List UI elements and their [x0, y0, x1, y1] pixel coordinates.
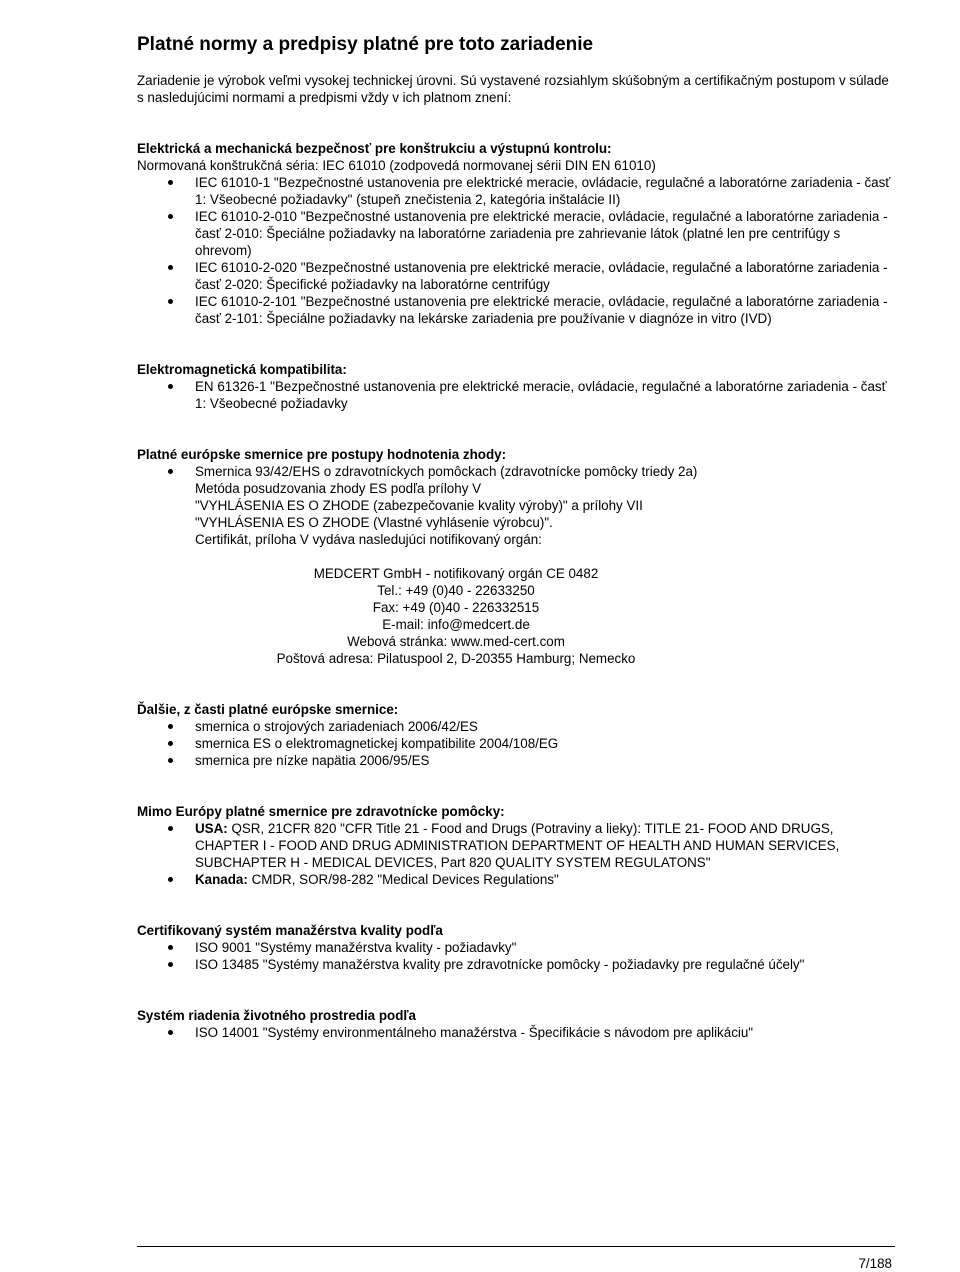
address-line: MEDCERT GmbH - notifikovaný orgán CE 0482: [313, 566, 599, 581]
list-item: IEC 61010-2-020 "Bezpečnostné ustanovenia pre elektrické meracie, ovládacie, regulačné a laboratórne zariadenia - časť 2-020: Špecifické požiadavky na laboratórne centrifúgy: [137, 259, 897, 293]
list-item: [137, 820, 897, 871]
directive-title: Smernica 93/42/EHS o zdravotníckych pomôckach (zdravotnícke pomôcky triedy 2a): [195, 464, 698, 479]
address-line: Fax: +49 (0)40 - 226332515: [372, 600, 540, 615]
quality-list: [137, 939, 897, 973]
page-title: Platné normy a predpisy platné pre toto zariadenie: [137, 34, 594, 55]
list-item: ISO 9001 "Systémy manažérstva kvality - požiadavky": [137, 939, 897, 956]
directive-line: "VYHLÁSENIA ES O ZHODE (zabezpečovanie kvality výroby)" a prílohy VII: [195, 498, 643, 513]
directive-line: Certifikát, príloha V vydáva nasledujúci notifikovaný orgán:: [195, 532, 542, 547]
usa-text: QSR, 21CFR 820 "CFR Title 21 - Food and Drugs (Potraviny a lieky): TITLE 21- FOOD AND DRUGS, CHAPTER I - FOOD AND DRUG ADMINISTRATION DEPARTMENT OF HEALTH AND HUMAN SERVICES, SUBCHAPTER H - MEDICAL DEVICES, Part 820 QUALITY SYSTEM REGULATONS": [195, 821, 840, 870]
heading-safety: Elektrická a mechanická bezpečnosť pre konštrukciu a výstupnú kontrolu:: [137, 141, 612, 156]
footer-divider: [137, 1246, 895, 1247]
eu-directives-list: [137, 463, 897, 667]
address-line: Tel.: +49 (0)40 - 22633250: [377, 583, 535, 598]
usa-label: USA:: [195, 821, 228, 836]
address-line: Poštová adresa: Pilatuspool 2, D-20355 Hamburg; Nemecko: [276, 651, 636, 666]
document-body: [137, 72, 897, 1041]
emc-list: [137, 378, 897, 412]
heading-other-eu-directives: Ďalšie, z časti platné európske smernice:: [137, 702, 399, 717]
list-item: smernica o strojových zariadeniach 2006/42/ES: [137, 718, 897, 735]
heading-non-eu-directives: Mimo Európy platné smernice pre zdravotnícke pomôcky:: [137, 804, 505, 819]
list-item: EN 61326-1 "Bezpečnostné ustanovenia pre elektrické meracie, ovládacie, regulačné a laboratórne zariadenia - časť 1: Všeobecné požiadavky: [137, 378, 897, 412]
other-directives-list: [137, 718, 897, 769]
page-number: 7/188: [858, 1256, 892, 1271]
heading-quality-system: Certifikovaný systém manažérstva kvality podľa: [137, 923, 443, 938]
environment-list: [137, 1024, 897, 1041]
directive-line: Metóda posudzovania zhody ES podľa prílohy V: [195, 481, 482, 496]
safety-list: [137, 174, 897, 327]
list-item: [137, 463, 897, 667]
heading-eu-directives: Platné európske smernice pre postupy hodnotenia zhody:: [137, 447, 507, 462]
canada-label: Kanada:: [195, 872, 248, 887]
intro-paragraph: Zariadenie je výrobok veľmi vysokej technickej úrovni. Sú vystavené rozsiahlym skúšobným a certifikačným postupom v súlade s nasledujúcimi normami a predpismi vždy v ich platnom znení:: [137, 73, 889, 105]
heading-emc: Elektromagnetická kompatibilita:: [137, 362, 347, 377]
heading-environment-system: Systém riadenia životného prostredia podľa: [137, 1008, 416, 1023]
list-item: IEC 61010-2-010 "Bezpečnostné ustanovenia pre elektrické meracie, ovládacie, regulačné a laboratórne zariadenia - časť 2-010: Špeciálne požiadavky na laboratórne zariadenia pre zahrievanie látok (platné len pre centrifúgy s ohrevom): [137, 208, 897, 259]
list-item: [137, 871, 897, 888]
canada-text: CMDR, SOR/98-282 "Medical Devices Regulations": [247, 872, 559, 887]
list-item: smernica ES o elektromagnetickej kompatibilite 2004/108/EG: [137, 735, 897, 752]
non-eu-list: [137, 820, 897, 888]
address-line: Webová stránka: www.med-cert.com: [347, 634, 565, 649]
list-item: ISO 14001 "Systémy environmentálneho manažérstva - Špecifikácie s návodom pre aplikáciu": [137, 1024, 897, 1041]
directive-line: "VYHLÁSENIA ES O ZHODE (Vlastné vyhlásenie výrobcu)".: [195, 515, 553, 530]
list-item: IEC 61010-1 "Bezpečnostné ustanovenia pre elektrické meracie, ovládacie, regulačné a laboratórne zariadenia - časť 1: Všeobecné požiadavky" (stupeň znečistenia 2, kategória inštalácie II): [137, 174, 897, 208]
list-item: ISO 13485 "Systémy manažérstva kvality pre zdravotnícke pomôcky - požiadavky pre regulačné účely": [137, 956, 897, 973]
list-item: smernica pre nízke napätia 2006/95/ES: [137, 752, 897, 769]
safety-subtitle: Normovaná konštrukčná séria: IEC 61010 (zodpovedá normovanej sérii DIN EN 61010): [137, 158, 656, 173]
address-line: E-mail: info@medcert.de: [382, 617, 530, 632]
notified-body-address: [195, 565, 717, 667]
list-item: IEC 61010-2-101 "Bezpečnostné ustanovenia pre elektrické meracie, ovládacie, regulačné a laboratórne zariadenia - časť 2-101: Špeciálne požiadavky na lekárske zariadenia pre používanie v diagnóze in vitro (IVD): [137, 293, 897, 327]
